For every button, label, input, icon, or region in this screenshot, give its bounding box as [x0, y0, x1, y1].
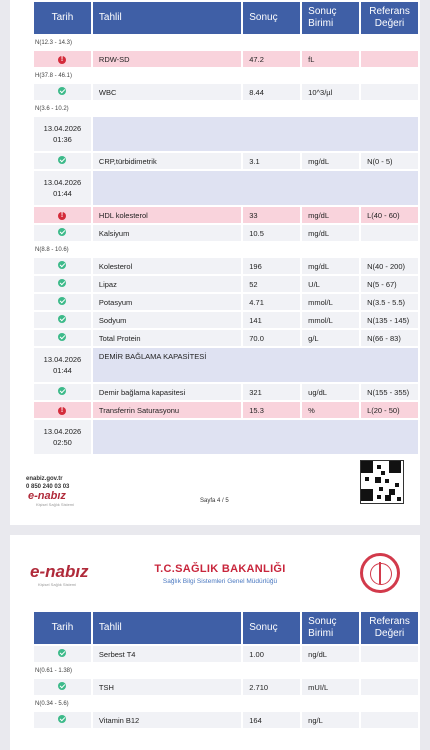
header-birim: Sonuç Birimi — [302, 2, 359, 34]
result-unit: fL — [302, 51, 359, 67]
warning-icon: ! — [58, 212, 66, 220]
warning-icon: ! — [58, 407, 66, 415]
date: 13.04.2026 — [43, 178, 82, 187]
result-value: 8.44 — [243, 84, 300, 100]
check-icon — [58, 315, 66, 323]
status-cell — [34, 258, 91, 274]
result-row — [34, 384, 418, 400]
status-cell — [34, 679, 91, 695]
result-value: 3.1 — [243, 153, 300, 169]
test-group-title — [93, 117, 418, 151]
reference-range: N(8.8 - 10.6) — [34, 243, 418, 256]
status-cell — [34, 276, 91, 292]
result-row — [34, 646, 418, 662]
result-value: 33 — [243, 207, 300, 223]
date: 13.04.2026 — [43, 355, 82, 364]
reference-range-row — [34, 102, 418, 115]
header-tarih: Tarih — [34, 612, 91, 644]
logo-text: e-nabız — [28, 490, 66, 502]
logo-text: e-nabız — [30, 562, 89, 581]
sample-date — [34, 117, 91, 151]
header-sonuc: Sonuç — [243, 612, 300, 644]
result-unit: U/L — [302, 276, 359, 292]
result-unit: mUI/L — [302, 679, 359, 695]
reference-value — [361, 84, 418, 100]
result-row — [34, 153, 418, 169]
date-group-row — [34, 348, 418, 382]
result-unit: mmol/L — [302, 312, 359, 328]
test-name: Kolesterol — [93, 258, 241, 274]
result-row — [34, 276, 418, 292]
header-sonuc: Sonuç — [243, 2, 300, 34]
test-group-title — [93, 171, 418, 205]
result-value: 10.5 — [243, 225, 300, 241]
result-row — [34, 679, 418, 695]
time: 01:44 — [53, 366, 72, 375]
directorate-title: Sağlık Bilgi Sistemleri Genel Müdürlüğü — [162, 578, 278, 585]
reference-value: N(155 - 355) — [361, 384, 418, 400]
logo-subtitle: Kişisel Sağlık Sistemi — [38, 582, 77, 587]
result-unit: g/L — [302, 330, 359, 346]
ministry-title: T.C.SAĞLIK BAKANLIĞI — [154, 563, 286, 575]
logo-subtitle: Kişisel Sağlık Sistemi — [36, 502, 75, 507]
enabiz-logo — [28, 490, 74, 507]
status-cell — [34, 330, 91, 346]
check-icon — [58, 261, 66, 269]
test-name: Kalsiyum — [93, 225, 241, 241]
date-group-row — [34, 420, 418, 454]
report-page-5 — [10, 535, 420, 750]
header-tahlil: Tahlil — [93, 2, 241, 34]
test-name: HDL kolesterol — [93, 207, 241, 223]
reference-value: L(40 - 60) — [361, 207, 418, 223]
date-group-row — [34, 171, 418, 205]
check-icon — [58, 682, 66, 690]
qr-code-icon — [360, 460, 404, 504]
check-icon — [58, 228, 66, 236]
result-row — [34, 258, 418, 274]
test-name: Transferrin Saturasyonu — [93, 402, 241, 418]
result-value: 196 — [243, 258, 300, 274]
test-name: Vitamin B12 — [93, 712, 241, 728]
status-cell — [34, 84, 91, 100]
result-unit: mg/dL — [302, 258, 359, 274]
test-name: WBC — [93, 84, 241, 100]
footer-contact — [26, 475, 69, 491]
reference-value — [361, 51, 418, 67]
status-cell — [34, 51, 91, 67]
reference-range-row — [34, 36, 418, 49]
result-row — [34, 402, 418, 418]
test-name: Lipaz — [93, 276, 241, 292]
result-unit: mg/dL — [302, 207, 359, 223]
reference-value: N(0 - 5) — [361, 153, 418, 169]
result-unit: ng/L — [302, 712, 359, 728]
check-icon — [58, 715, 66, 723]
result-row — [34, 712, 418, 728]
date-group-row — [34, 117, 418, 151]
result-row — [34, 207, 418, 223]
test-group-title — [93, 420, 418, 454]
reference-value: N(135 - 145) — [361, 312, 418, 328]
reference-value: N(40 - 200) — [361, 258, 418, 274]
result-value: 141 — [243, 312, 300, 328]
reference-range: N(0.34 - 5.6) — [34, 697, 418, 710]
results-table — [32, 0, 420, 456]
header-referans: Referans Değeri — [361, 612, 418, 644]
status-cell — [34, 153, 91, 169]
time: 02:50 — [53, 438, 72, 447]
reference-value — [361, 712, 418, 728]
sample-date — [34, 171, 91, 205]
check-icon — [58, 297, 66, 305]
result-row — [34, 312, 418, 328]
test-name: Sodyum — [93, 312, 241, 328]
reference-value — [361, 679, 418, 695]
check-icon — [58, 333, 66, 341]
check-icon — [58, 87, 66, 95]
check-icon — [58, 387, 66, 395]
check-icon — [58, 279, 66, 287]
result-row — [34, 51, 418, 67]
date: 13.04.2026 — [43, 124, 82, 133]
report-page-4 — [10, 0, 420, 525]
reference-range: N(0.61 - 1.38) — [34, 664, 418, 677]
reference-range-row — [34, 243, 418, 256]
result-value: 52 — [243, 276, 300, 292]
ministry-emblem-icon — [360, 553, 400, 593]
result-value: 15.3 — [243, 402, 300, 418]
reference-range-row — [34, 69, 418, 82]
check-icon — [58, 156, 66, 164]
reference-value — [361, 225, 418, 241]
test-group-title: DEMİR BAĞLAMA KAPASİTESİ — [93, 348, 418, 382]
test-name: TSH — [93, 679, 241, 695]
result-row — [34, 294, 418, 310]
test-name: CRP,türbidimetrik — [93, 153, 241, 169]
footer-site: enabiz.gov.tr — [26, 476, 63, 482]
time: 01:36 — [53, 135, 72, 144]
header-tarih: Tarih — [34, 2, 91, 34]
test-name: Potasyum — [93, 294, 241, 310]
result-value: 47.2 — [243, 51, 300, 67]
status-cell — [34, 294, 91, 310]
result-row — [34, 84, 418, 100]
footer-phone: 0 850 240 03 03 — [26, 484, 70, 490]
reference-value: N(66 - 83) — [361, 330, 418, 346]
reference-range-row — [34, 664, 418, 677]
sample-date — [34, 420, 91, 454]
reference-range-row — [34, 697, 418, 710]
reference-range: N(3.6 - 10.2) — [34, 102, 418, 115]
status-cell — [34, 712, 91, 728]
reference-value: N(3.5 - 5.5) — [361, 294, 418, 310]
header-tahlil: Tahlil — [93, 612, 241, 644]
result-value: 70.0 — [243, 330, 300, 346]
header-birim: Sonuç Birimi — [302, 612, 359, 644]
test-name: Demir bağlama kapasitesi — [93, 384, 241, 400]
result-value: 321 — [243, 384, 300, 400]
status-cell — [34, 402, 91, 418]
results-body — [34, 36, 418, 454]
result-unit: 10^3/µl — [302, 84, 359, 100]
date: 13.04.2026 — [43, 427, 82, 436]
reference-value: L(20 - 50) — [361, 402, 418, 418]
result-value: 4.71 — [243, 294, 300, 310]
reference-value — [361, 646, 418, 662]
reference-value: N(5 - 67) — [361, 276, 418, 292]
status-cell — [34, 384, 91, 400]
test-name: Total Protein — [93, 330, 241, 346]
status-cell — [34, 225, 91, 241]
ministry-header — [140, 563, 300, 585]
result-unit: % — [302, 402, 359, 418]
result-value: 1.00 — [243, 646, 300, 662]
status-cell — [34, 207, 91, 223]
check-icon — [58, 649, 66, 657]
test-name: RDW-SD — [93, 51, 241, 67]
status-cell — [34, 646, 91, 662]
result-unit: mmol/L — [302, 294, 359, 310]
test-name: Serbest T4 — [93, 646, 241, 662]
warning-icon: ! — [58, 56, 66, 64]
status-cell — [34, 312, 91, 328]
results-body — [34, 646, 418, 728]
result-unit: mg/dL — [302, 153, 359, 169]
enabiz-logo — [30, 562, 89, 587]
result-unit: mg/dL — [302, 225, 359, 241]
result-row — [34, 330, 418, 346]
result-unit: ug/dL — [302, 384, 359, 400]
time: 01:44 — [53, 189, 72, 198]
header-referans: Referans Değeri — [361, 2, 418, 34]
page-number: Sayfa 4 / 5 — [200, 498, 229, 504]
reference-range: N(12.3 - 14.3) — [34, 36, 418, 49]
reference-range: H(37.8 - 46.1) — [34, 69, 418, 82]
result-unit: ng/dL — [302, 646, 359, 662]
result-row — [34, 225, 418, 241]
results-table — [32, 610, 420, 730]
sample-date — [34, 348, 91, 382]
result-value: 164 — [243, 712, 300, 728]
result-value: 2.710 — [243, 679, 300, 695]
